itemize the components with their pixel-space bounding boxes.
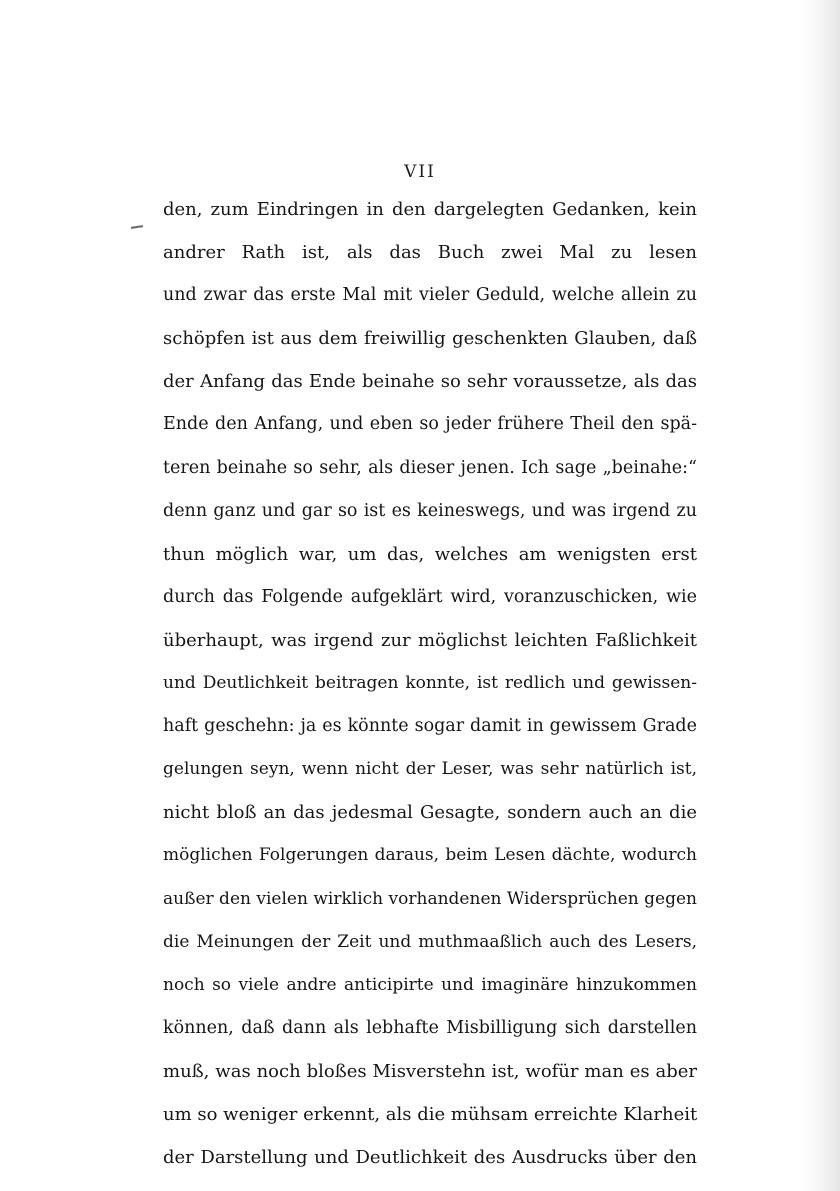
text-line-3: und zwar das erste Mal mit vieler Geduld, welche allein zu — [163, 285, 697, 306]
text-line-23: der Darstellung und Deutlichkeit des Ausdrucks über den — [163, 1147, 697, 1169]
text-line-7: teren beinahe so sehr, als dieser jenen. Ich sage „beinahe:“ — [163, 457, 697, 478]
text-line-16: möglichen Folgerungen daraus, beim Lesen dächte, wodurch — [163, 845, 697, 866]
text-line-14: gelungen seyn, wenn nicht der Leser, was sehr natürlich ist, — [163, 759, 697, 780]
text-line-15: nicht bloß an das jedesmal Gesagte, sondern auch an die — [163, 802, 697, 824]
text-line-4: schöpfen ist aus dem freiwillig geschenkten Glauben, daß — [163, 328, 697, 350]
text-line-9: thun möglich war, um das, welches am wenigsten erst — [163, 543, 697, 565]
text-line-5: der Anfang das Ende beinahe so sehr voraussetze, als das — [163, 371, 697, 393]
text-line-11: überhaupt, was irgend zur möglichst leichten Faßlichkeit — [163, 629, 697, 651]
text-line-12: und Deutlichkeit beitragen konnte, ist redlich und gewissen- — [163, 673, 697, 694]
text-line-22: um so weniger erkennt, als die mühsam erreichte Klarheit — [163, 1103, 697, 1125]
text-line-1: den, zum Eindringen in den dargelegten Gedanken, kein — [163, 199, 697, 220]
text-line-2: andrer Rath ist, als das Buch zwei Mal zu lesen — [163, 242, 697, 264]
text-line-19: noch so viele andre anticipirte und imaginäre hinzukommen — [163, 974, 697, 995]
text-line-13: haft geschehn: ja es könnte sogar damit in gewissem Grade — [163, 716, 697, 737]
text-line-21: muß, was noch bloßes Misverstehn ist, wofür man es aber — [163, 1060, 697, 1082]
page-number: VII — [404, 162, 436, 182]
text-line-10: durch das Folgende aufgeklärt wird, voranzuschicken, wie — [163, 586, 697, 607]
text-line-6: Ende den Anfang, und eben so jeder frühere Theil den spä- — [163, 414, 697, 435]
text-line-18: die Meinungen der Zeit und muthmaaßlich auch des Lesers, — [163, 931, 697, 952]
text-line-8: denn ganz und gar so ist es keineswegs, und was irgend zu — [163, 500, 697, 521]
body-text — [163, 188, 697, 1179]
margin-mark — [131, 225, 143, 229]
text-line-17: außer den vielen wirklich vorhandenen Widersprüchen gegen — [163, 888, 697, 909]
text-line-20: können, daß dann als lebhafte Misbilligung sich darstellen — [163, 1017, 697, 1038]
